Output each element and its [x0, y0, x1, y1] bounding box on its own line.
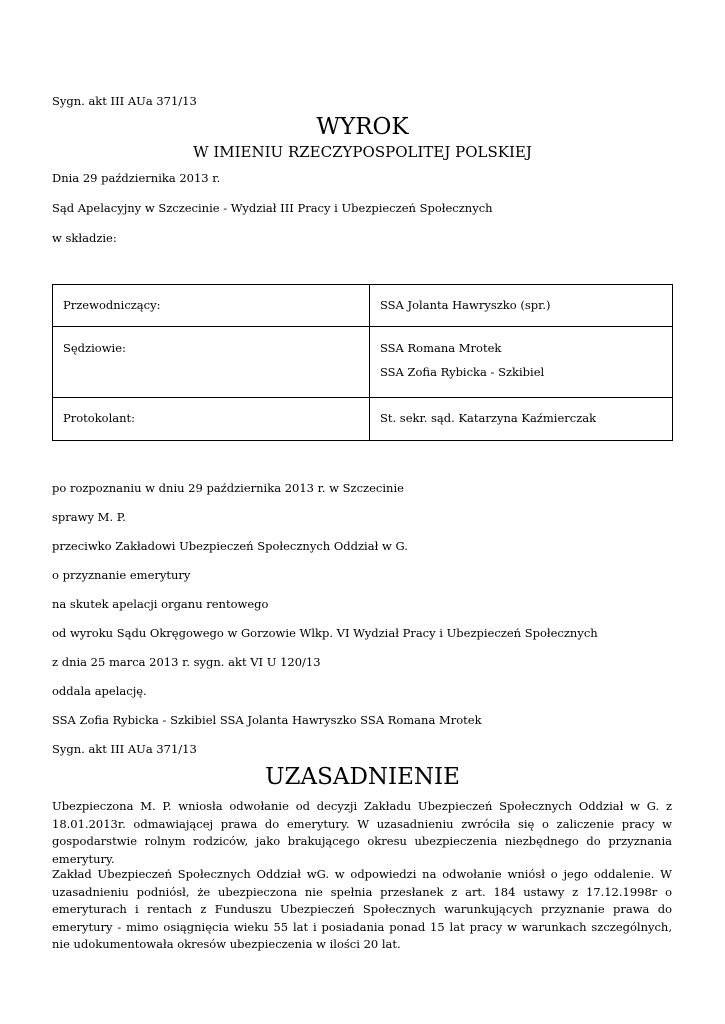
judge-name: SSA Romana Mrotek — [380, 341, 502, 355]
document-title: WYROK — [316, 114, 409, 140]
ruling-line: od wyroku Sądu Okręgowego w Gorzowie Wlkp. VI Wydział Pracy i Ubezpieczeń Społecznych — [52, 626, 598, 640]
ruling-line: po rozpoznaniu w dniu 29 października 2013 r. w Szczecinie — [52, 481, 404, 495]
names-cell — [370, 327, 673, 398]
names-cell — [370, 398, 673, 441]
justification-paragraph: Zakład Ubezpieczeń Społecznych Oddział wG. w odpowiedzi na odwołanie wniósł o jego oddalenie. W uzasadnieniu podniósł, że ubezpieczona nie spełnia przesłanek z art. 184 ustawy z 17.12.1998r o emeryturach i rentach z Funduszu Ubezpieczeń Społecznych warunkujących przyznanie prawa do emerytury - mimo osiągnięcia wieku 55 lat i posiadania ponad 15 lat pracy w warunkach szczególnych, nie udokumentowała okresów ubezpieczenia w ilości 20 lat. — [52, 867, 672, 951]
ruling-decision: oddala apelację. — [52, 684, 147, 698]
role-cell — [53, 398, 370, 441]
justification-title: UZASADNIENIE — [265, 764, 460, 790]
role-label: Protokolant: — [63, 411, 136, 425]
court-line: Sąd Apelacyjny w Szczecinie - Wydział III Pracy i Ubezpieczeń Społecznych — [52, 201, 493, 215]
date-line: Dnia 29 października 2013 r. — [52, 171, 221, 185]
ruling-line: na skutek apelacji organu rentowego — [52, 597, 269, 611]
role-cell — [53, 285, 370, 327]
judge-name: SSA Zofia Rybicka - Szkibiel — [380, 365, 545, 379]
role-cell — [53, 327, 370, 398]
composition-row-judges — [53, 327, 673, 398]
role-label: Przewodniczący: — [63, 298, 161, 312]
composition-table — [52, 284, 673, 441]
composition-row-clerk — [53, 398, 673, 441]
judge-name: SSA Jolanta Hawryszko (spr.) — [380, 298, 551, 312]
composition-row-chair — [53, 285, 673, 327]
ruling-line: przeciwko Zakładowi Ubezpieczeń Społecznych Oddział w G. — [52, 539, 408, 553]
justification-paragraph: Ubezpieczona M. P. wniosła odwołanie od decyzji Zakładu Ubezpieczeń Społecznych Oddział w G. z 18.01.2013r. odmawiającej prawa do emerytury. W uzasadnieniu zwróciła się o zaliczenie pracy w gospodarstwie rolnym rodziców, jako brakującego okresu ubezpieczenia niezbędnego do przyznania emerytury. — [52, 799, 672, 866]
case-signature: Sygn. akt III AUa 371/13 — [52, 94, 197, 108]
role-label: Sędziowie: — [63, 341, 126, 355]
ruling-line: z dnia 25 marca 2013 r. sygn. akt VI U 120/13 — [52, 655, 321, 669]
judges-signatures: SSA Zofia Rybicka - Szkibiel SSA Jolanta Hawryszko SSA Romana Mrotek — [52, 713, 482, 727]
ruling-line: sprawy M. P. — [52, 510, 126, 524]
composition-intro: w składzie: — [52, 231, 117, 245]
names-cell — [370, 285, 673, 327]
clerk-name: St. sekr. sąd. Katarzyna Kaźmierczak — [380, 411, 597, 425]
case-signature-bottom: Sygn. akt III AUa 371/13 — [52, 742, 197, 756]
ruling-line: o przyznanie emerytury — [52, 568, 191, 582]
document-subtitle: W IMIENIU RZECZYPOSPOLITEJ POLSKIEJ — [193, 143, 532, 161]
